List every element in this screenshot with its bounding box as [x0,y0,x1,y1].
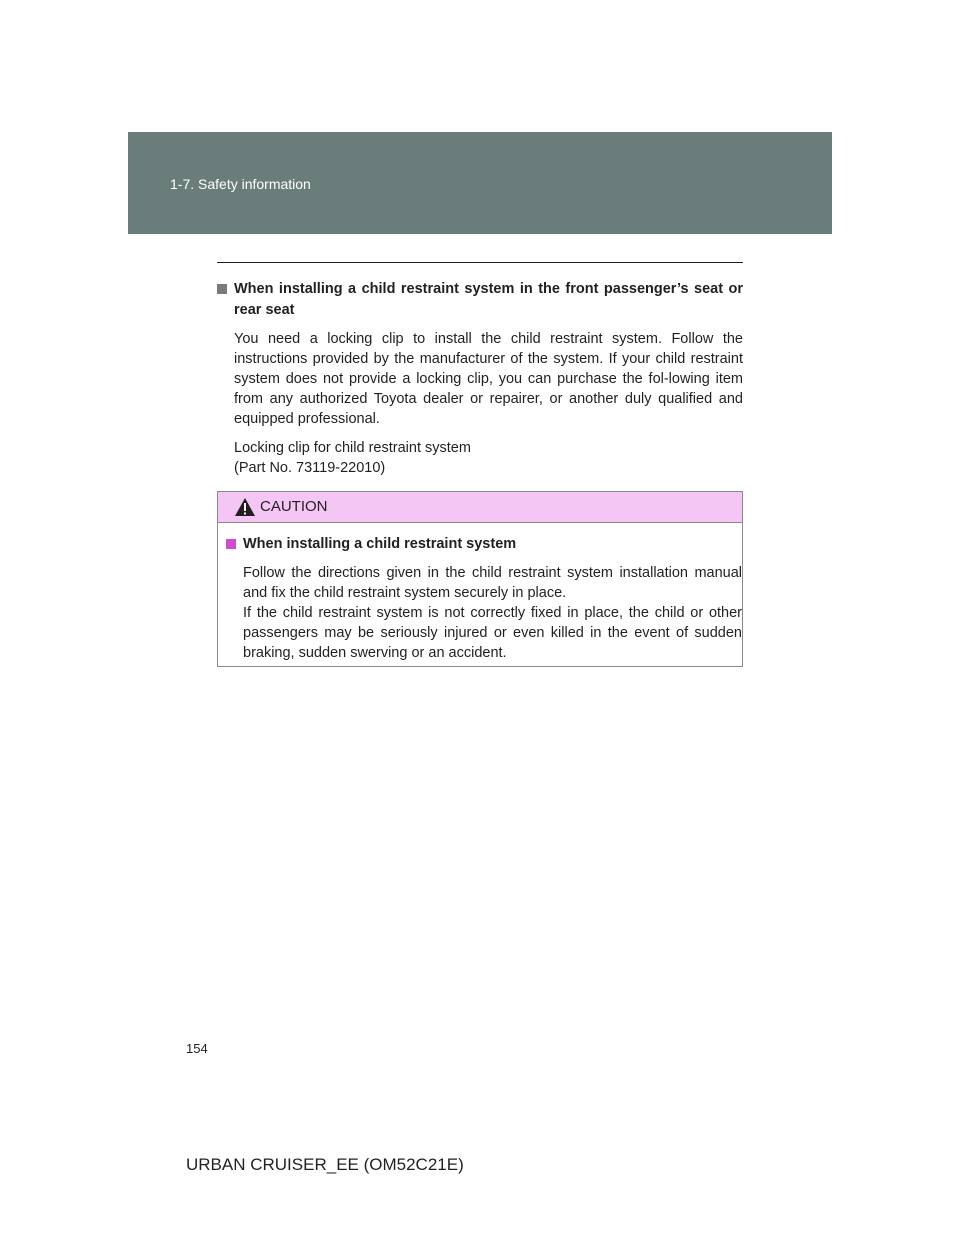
part-name: Locking clip for child restraint system [234,440,471,456]
caution-header [218,492,742,523]
caution-heading [226,534,742,555]
section-header-band [128,132,832,234]
caution-line-2: If the child restraint system is not correctly fixed in place, the child or other passengers may be seriously injured or even killed in the event of sudden braking, sudden swerving or an accident. [243,605,742,661]
section-divider [217,262,743,263]
caution-text [243,563,742,663]
square-bullet-icon [226,539,236,549]
caution-line-1: Follow the directions given in the child restraint system installation manual and fix the child restraint system securely in place. [243,565,742,601]
info-body: You need a locking clip to install the child restraint system. Follow the instructions provided by the manufacturer of the system. If your child restraint system does not provide a locking clip, you can purchase the fol-lowing item from any authorized Toyota dealer or repairer, or another duly qualified and equipped professional. [234,331,743,427]
warning-triangle-icon [234,497,256,517]
caution-box [217,491,743,667]
caution-heading-text: When installing a child restraint system [243,536,517,552]
info-section [217,279,743,478]
part-info [234,438,743,478]
part-number: (Part No. 73119-22010) [234,460,386,476]
document-id: URBAN CRUISER_EE (OM52C21E) [186,1155,464,1174]
caution-body [218,523,742,663]
page-number: 154 [186,1041,208,1056]
info-heading-text: When installing a child restraint system in the front passenger’s seat or rear seat [234,281,743,318]
caution-label: CAUTION [260,498,328,515]
square-bullet-icon [217,284,227,294]
info-heading [217,279,743,321]
section-title: 1-7. Safety information [170,176,311,192]
